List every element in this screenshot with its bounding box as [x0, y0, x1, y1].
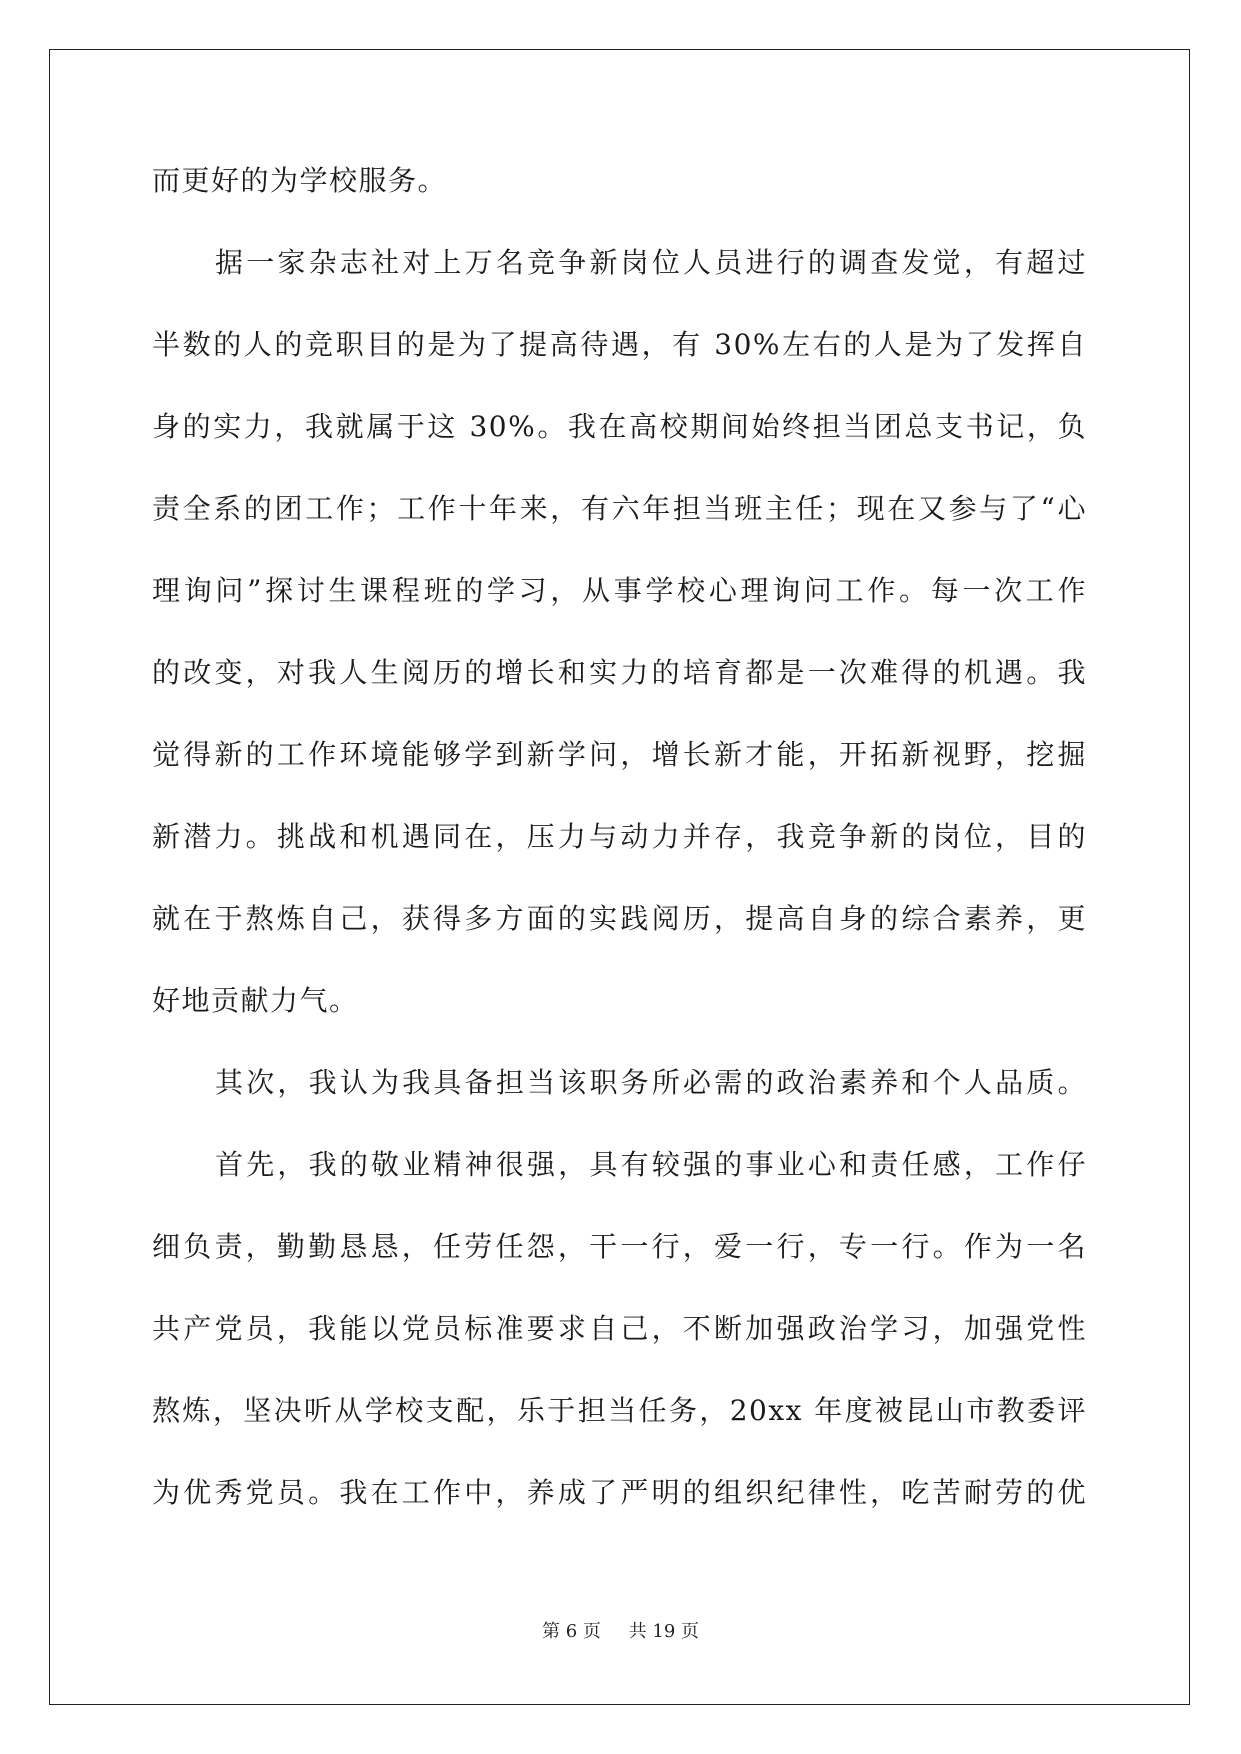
text-line: 细负责，勤勤恳恳，任劳任怨，干一行，爱一行，专一行。作为一名: [152, 1230, 1087, 1263]
page-number: 第 6 页: [542, 1621, 601, 1642]
text-line: 半数的人的竞职目的是为了提高待遇，有 30%左右的人是为了发挥自: [152, 328, 1087, 361]
text-line: 据一家杂志社对上万名竞争新岗位人员进行的调查发觉，有超过: [215, 246, 1087, 279]
text-line: 就在于熬炼自己，获得多方面的实践阅历，提高自身的综合素养，更: [152, 902, 1087, 935]
text-line: 而更好的为学校服务。: [152, 164, 448, 197]
document-body: [152, 164, 1087, 1558]
text-line: 责全系的团工作；工作十年来，有六年担当班主任；现在又参与了“心: [152, 492, 1087, 525]
text-line: 的改变，对我人生阅历的增长和实力的培育都是一次难得的机遇。我: [152, 656, 1087, 689]
page-footer: [0, 1621, 1241, 1643]
text-line: 身的实力，我就属于这 30%。我在高校期间始终担当团总支书记，负: [152, 410, 1087, 443]
text-line: 觉得新的工作环境能够学到新学问，增长新才能，开拓新视野，挖掘: [152, 738, 1087, 771]
text-line: 理询问”探讨生课程班的学习，从事学校心理询问工作。每一次工作: [152, 574, 1087, 607]
text-line: 首先，我的敬业精神很强，具有较强的事业心和责任感，工作仔: [215, 1148, 1087, 1181]
text-line: 其次，我认为我具备担当该职务所必需的政治素养和个人品质。: [215, 1066, 1087, 1099]
text-line: 共产党员，我能以党员标准要求自己，不断加强政治学习，加强党性: [152, 1312, 1087, 1345]
text-line: 新潜力。挑战和机遇同在，压力与动力并存，我竞争新的岗位，目的: [152, 820, 1087, 853]
text-line: 熬炼，坚决听从学校支配，乐于担当任务，20xx 年度被昆山市教委评: [152, 1394, 1087, 1427]
page-total: 共 19 页: [628, 1621, 699, 1642]
text-line: 为优秀党员。我在工作中，养成了严明的组织纪律性，吃苦耐劳的优: [152, 1476, 1087, 1509]
text-line: 好地贡献力气。: [152, 984, 359, 1017]
